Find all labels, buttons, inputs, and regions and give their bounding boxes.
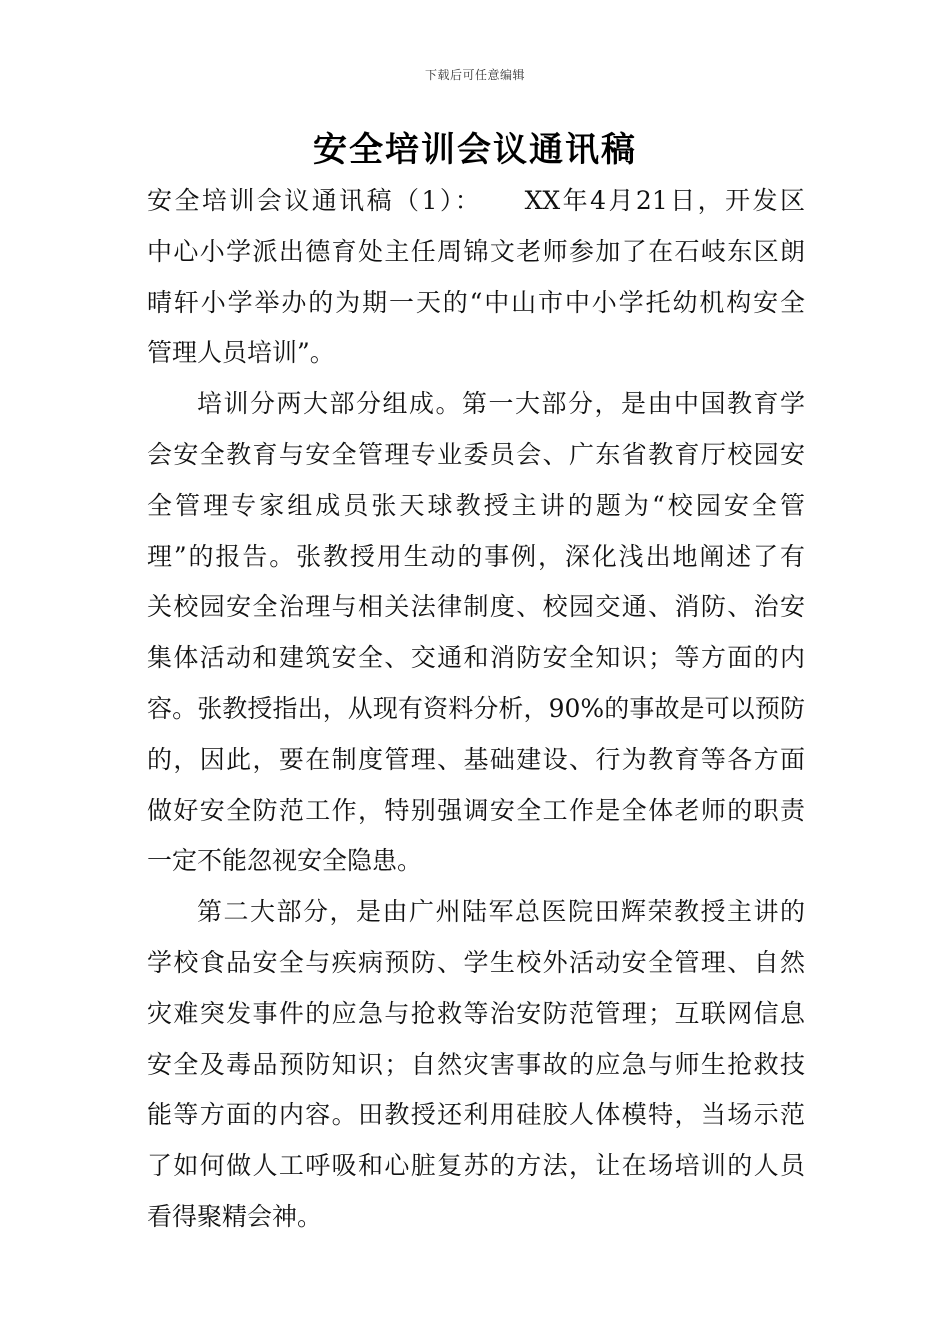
paragraph-line: 一定不能忽视安全隐患。 [147, 846, 423, 876]
document-title: 安全培训会议通讯稿 [313, 130, 637, 170]
paragraph-1 [147, 176, 805, 379]
paragraph-line: 管理人员培训”。 [147, 338, 335, 368]
paragraph-line: 的，因此，要在制度管理、基础建设、行为教育等各方面 [147, 744, 805, 774]
paragraph-line: 晴轩小学举办的为期一天的“中山市中小学托幼机构安全 [147, 287, 805, 317]
paragraph-line: 全管理专家组成员张天球教授主讲的题为“校园安全管 [147, 490, 805, 520]
paragraph-line: 了如何做人工呼吸和心脏复苏的方法，让在场培训的人员 [147, 1151, 805, 1181]
paragraph-line: 第二大部分，是由广州陆军总医院田辉荣教授主讲的 [197, 897, 805, 927]
page-header-note: 下载后可任意编辑 [424, 68, 525, 82]
paragraph-line: 看得聚精会神。 [147, 1201, 323, 1231]
paragraph-line: 容。张教授指出，从现有资料分析，90%的事故是可以预防 [147, 693, 805, 723]
paragraph-line: 培训分两大部分组成。第一大部分，是由中国教育学 [197, 389, 805, 419]
paragraph-line: 做好安全防范工作，特别强调安全工作是全体老师的职责 [147, 795, 805, 825]
paragraph-line: 关校园安全治理与相关法律制度、校园交通、消防、治安 [147, 592, 805, 622]
paragraph-line: 理”的报告。张教授用生动的事例，深化浅出地阐述了有 [147, 541, 805, 571]
paragraph-line: 安全培训会议通讯稿（1）： XX年4月21日，开发区 [147, 186, 805, 215]
paragraph-2 [147, 379, 805, 887]
paragraph-line: 能等方面的内容。田教授还利用硅胶人体模特，当场示范 [147, 1100, 805, 1130]
paragraph-line: 中心小学派出德育处主任周锦文老师参加了在石岐东区朗 [147, 236, 805, 266]
paragraph-line: 灾难突发事件的应急与抢救等治安防范管理；互联网信息 [147, 998, 805, 1028]
paragraph-line: 学校食品安全与疾病预防、学生校外活动安全管理、自然 [147, 947, 805, 977]
document-body [147, 176, 805, 1243]
paragraph-line: 会安全教育与安全管理专业委员会、广东省教育厅校园安 [147, 439, 805, 469]
paragraph-line: 集体活动和建筑安全、交通和消防安全知识；等方面的内 [147, 643, 805, 673]
paragraph-line: 安全及毒品预防知识；自然灾害事故的应急与师生抢救技 [147, 1049, 805, 1079]
paragraph-3 [147, 887, 805, 1243]
